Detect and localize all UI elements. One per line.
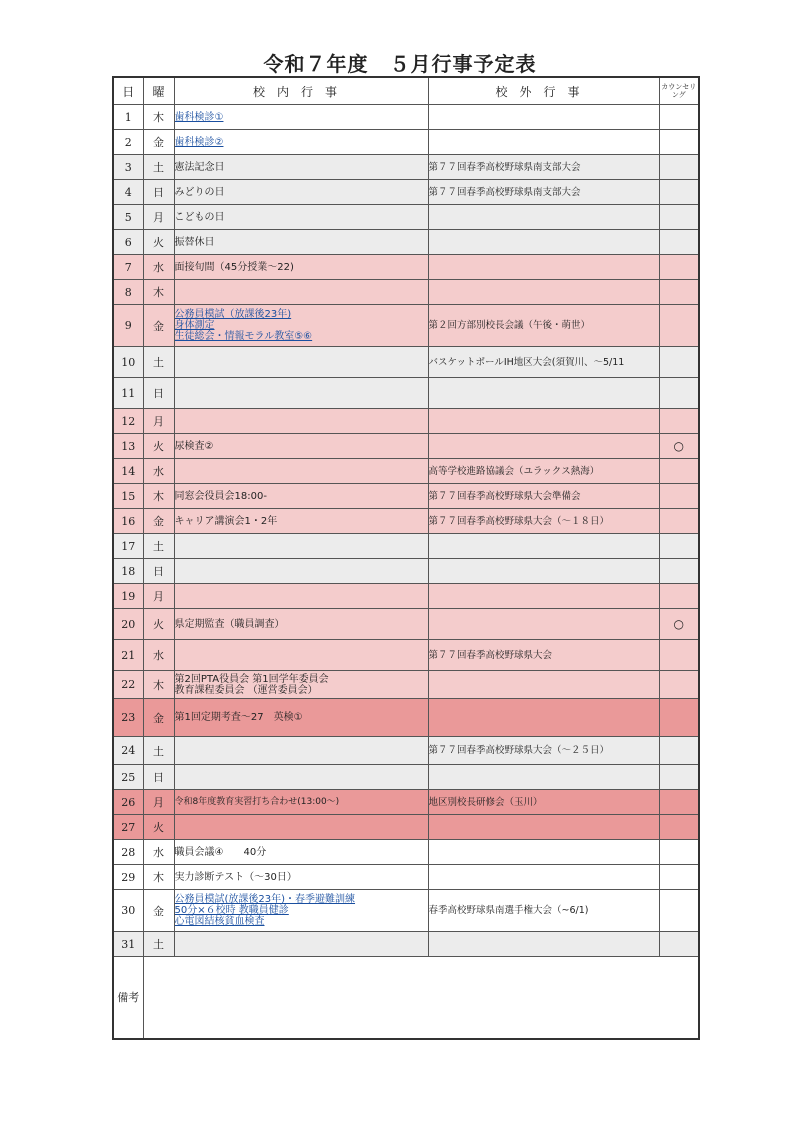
counseling-mark [659, 932, 699, 957]
external-event: 第７７回春季高校野球県大会（～２５日） [428, 737, 659, 765]
external-event [428, 409, 659, 434]
external-event [428, 205, 659, 230]
schedule-row [113, 205, 699, 230]
internal-events-cell [174, 932, 428, 957]
schedule-row [113, 130, 699, 155]
external-event [428, 534, 659, 559]
day-of-week: 水 [143, 640, 174, 671]
counseling-mark: ○ [659, 609, 699, 640]
internal-events-cell [174, 459, 428, 484]
day-of-week: 火 [143, 230, 174, 255]
external-event [428, 865, 659, 890]
day-of-week: 火 [143, 609, 174, 640]
counseling-mark [659, 459, 699, 484]
internal-events-cell [174, 534, 428, 559]
day-number: 21 [113, 640, 143, 671]
internal-event: 面接旬間（45分授業～22) [174, 261, 294, 273]
counseling-mark [659, 640, 699, 671]
internal-events-cell [174, 559, 428, 584]
schedule-row [113, 459, 699, 484]
day-number: 1 [113, 105, 143, 130]
counseling-mark [659, 699, 699, 737]
internal-events-cell [174, 815, 428, 840]
counseling-mark [659, 484, 699, 509]
day-number: 19 [113, 584, 143, 609]
day-number: 16 [113, 509, 143, 534]
day-of-week: 月 [143, 790, 174, 815]
internal-event: 教育課程委員会 （運営委員会） [174, 684, 318, 696]
internal-event: こどもの日 [174, 211, 225, 223]
day-number: 31 [113, 932, 143, 957]
counseling-mark [659, 205, 699, 230]
external-event [428, 559, 659, 584]
day-of-week: 木 [143, 484, 174, 509]
schedule-row [113, 180, 699, 205]
internal-events-cell [174, 378, 428, 409]
day-number: 29 [113, 865, 143, 890]
schedule-row [113, 409, 699, 434]
external-event: 高等学校進路協議会（ユラックス熱海） [428, 459, 659, 484]
external-event: 第７７回春季高校野球県大会準備会 [428, 484, 659, 509]
internal-event: キャリア講演会1・2年 [174, 515, 278, 527]
day-of-week: 水 [143, 255, 174, 280]
day-of-week: 土 [143, 155, 174, 180]
schedule-row [113, 671, 699, 699]
day-number: 14 [113, 459, 143, 484]
external-event [428, 434, 659, 459]
page-title: 令和７年度 ５月行事予定表 [263, 52, 537, 76]
schedule-row [113, 865, 699, 890]
internal-event: 実力診断テスト（～30日） [174, 871, 297, 883]
day-number: 5 [113, 205, 143, 230]
internal-event-link[interactable]: 心電図結核貧血検査 [174, 916, 265, 927]
day-of-week: 水 [143, 459, 174, 484]
day-number: 17 [113, 534, 143, 559]
counseling-mark [659, 765, 699, 790]
counseling-mark [659, 347, 699, 378]
counseling-mark [659, 671, 699, 699]
day-of-week: 金 [143, 890, 174, 932]
remarks-content [143, 957, 699, 1039]
internal-events-cell [174, 865, 428, 890]
internal-events-cell [174, 484, 428, 509]
external-event: バスケットボールIH地区大会(須賀川、～5/11 [428, 347, 659, 378]
schedule-row [113, 155, 699, 180]
day-of-week: 土 [143, 737, 174, 765]
day-number: 15 [113, 484, 143, 509]
internal-events-cell [174, 180, 428, 205]
day-number: 7 [113, 255, 143, 280]
external-event [428, 609, 659, 640]
schedule-row [113, 378, 699, 409]
day-number: 10 [113, 347, 143, 378]
internal-events-cell [174, 155, 428, 180]
counseling-mark [659, 865, 699, 890]
schedule-row [113, 559, 699, 584]
counseling-mark [659, 815, 699, 840]
external-event: 第７７回春季高校野球県南支部大会 [428, 155, 659, 180]
external-event [428, 230, 659, 255]
external-event [428, 671, 659, 699]
day-of-week: 日 [143, 180, 174, 205]
schedule-row [113, 509, 699, 534]
day-number: 11 [113, 378, 143, 409]
internal-event-link[interactable]: 身体測定 [174, 320, 215, 331]
internal-event-link[interactable]: 公務員模試（放課後23年) [174, 309, 292, 320]
counseling-mark [659, 378, 699, 409]
counseling-mark [659, 509, 699, 534]
internal-event: 職員会議④ 40分 [174, 846, 267, 858]
external-event: 第７７回春季高校野球県南支部大会 [428, 180, 659, 205]
schedule-row [113, 765, 699, 790]
external-event [428, 255, 659, 280]
internal-events-cell [174, 509, 428, 534]
internal-event: 同窓会役員会18:00- [174, 490, 267, 502]
day-number: 12 [113, 409, 143, 434]
remarks-row [113, 957, 699, 1039]
schedule-row [113, 434, 699, 459]
schedule-row [113, 484, 699, 509]
schedule-row [113, 840, 699, 865]
counseling-mark [659, 255, 699, 280]
internal-events-cell [174, 230, 428, 255]
counseling-mark: ○ [659, 434, 699, 459]
schedule-row [113, 640, 699, 671]
day-number: 2 [113, 130, 143, 155]
counseling-mark [659, 890, 699, 932]
internal-event: 振替休日 [174, 236, 215, 248]
schedule-row [113, 737, 699, 765]
counseling-mark [659, 105, 699, 130]
internal-event: みどりの日 [174, 186, 225, 198]
external-event [428, 840, 659, 865]
counseling-mark [659, 230, 699, 255]
day-number: 6 [113, 230, 143, 255]
internal-events-cell [174, 699, 428, 737]
internal-event-link[interactable]: 歯科検診① [174, 111, 224, 123]
day-of-week: 土 [143, 347, 174, 378]
header-row [113, 77, 699, 105]
day-number: 23 [113, 699, 143, 737]
schedule-row [113, 305, 699, 347]
external-event: 地区別校長研修会（玉川） [428, 790, 659, 815]
day-number: 8 [113, 280, 143, 305]
day-of-week: 金 [143, 509, 174, 534]
internal-events-cell [174, 737, 428, 765]
header-day: 日 [113, 77, 143, 105]
day-of-week: 月 [143, 205, 174, 230]
day-number: 9 [113, 305, 143, 347]
remarks-label: 備考 [113, 957, 143, 1039]
schedule-row [113, 347, 699, 378]
day-number: 13 [113, 434, 143, 459]
day-of-week: 木 [143, 105, 174, 130]
internal-event-link[interactable]: 歯科検診② [174, 136, 224, 148]
day-of-week: 月 [143, 584, 174, 609]
day-number: 18 [113, 559, 143, 584]
day-of-week: 日 [143, 559, 174, 584]
schedule-row [113, 815, 699, 840]
counseling-mark [659, 409, 699, 434]
internal-events-cell [174, 790, 428, 815]
external-event: 第２回方部別校長会議（午後・萌世） [428, 305, 659, 347]
header-dow: 曜 [143, 77, 174, 105]
counseling-mark [659, 130, 699, 155]
header-external-events: 校外行事 [428, 77, 659, 105]
day-of-week: 木 [143, 671, 174, 699]
external-event [428, 105, 659, 130]
internal-event: 県定期監査（職員調査） [174, 618, 285, 630]
internal-event-link[interactable]: 50分×６校時 教職員健診 [174, 905, 289, 916]
schedule-row [113, 255, 699, 280]
counseling-mark [659, 790, 699, 815]
day-of-week: 金 [143, 699, 174, 737]
internal-event: 第1回定期考査～27 英検① [174, 712, 303, 723]
schedule-row [113, 932, 699, 957]
day-of-week: 金 [143, 130, 174, 155]
internal-events-cell [174, 671, 428, 699]
internal-events-cell [174, 305, 428, 347]
day-number: 28 [113, 840, 143, 865]
internal-events-cell [174, 255, 428, 280]
day-of-week: 土 [143, 534, 174, 559]
internal-event: 令和8年度教育実習打ち合わせ(13:00～) [174, 796, 340, 807]
internal-events-cell [174, 434, 428, 459]
day-of-week: 金 [143, 305, 174, 347]
internal-events-cell [174, 105, 428, 130]
day-of-week: 火 [143, 434, 174, 459]
day-number: 30 [113, 890, 143, 932]
internal-events-cell [174, 890, 428, 932]
schedule-row [113, 534, 699, 559]
day-of-week: 水 [143, 840, 174, 865]
external-event [428, 584, 659, 609]
day-number: 24 [113, 737, 143, 765]
internal-events-cell [174, 205, 428, 230]
schedule-row [113, 790, 699, 815]
external-event: 第７７回春季高校野球県大会 [428, 640, 659, 671]
external-event [428, 765, 659, 790]
day-of-week: 木 [143, 865, 174, 890]
schedule-row [113, 105, 699, 130]
internal-events-cell [174, 280, 428, 305]
counseling-mark [659, 280, 699, 305]
counseling-mark [659, 155, 699, 180]
external-event [428, 699, 659, 737]
day-of-week: 木 [143, 280, 174, 305]
day-number: 4 [113, 180, 143, 205]
internal-event: 尿検査② [174, 440, 214, 452]
internal-events-cell [174, 584, 428, 609]
schedule-row [113, 280, 699, 305]
day-of-week: 火 [143, 815, 174, 840]
external-event [428, 130, 659, 155]
internal-events-cell [174, 409, 428, 434]
counseling-mark [659, 584, 699, 609]
schedule-row [113, 890, 699, 932]
internal-events-cell [174, 130, 428, 155]
day-number: 3 [113, 155, 143, 180]
external-event: 春季高校野球県南選手権大会（~6/1) [428, 890, 659, 932]
day-number: 25 [113, 765, 143, 790]
internal-event: 第2回PTA役員会 第1回学年委員会 [174, 673, 329, 685]
counseling-mark [659, 305, 699, 347]
counseling-mark [659, 840, 699, 865]
schedule-row [113, 584, 699, 609]
day-number: 26 [113, 790, 143, 815]
day-number: 22 [113, 671, 143, 699]
external-event [428, 280, 659, 305]
day-number: 27 [113, 815, 143, 840]
internal-event-link[interactable]: 生徒総会・情報モラル教室⑤⑥ [174, 331, 313, 342]
external-event: 第７７回春季高校野球県大会（～１８日） [428, 509, 659, 534]
day-of-week: 日 [143, 378, 174, 409]
header-internal-events: 校内行事 [174, 77, 428, 105]
internal-events-cell [174, 640, 428, 671]
internal-events-cell [174, 840, 428, 865]
schedule-row [113, 230, 699, 255]
schedule-row [113, 609, 699, 640]
counseling-mark [659, 737, 699, 765]
header-counseling: カウンセリング [659, 77, 699, 105]
counseling-mark [659, 534, 699, 559]
external-event [428, 378, 659, 409]
internal-event: 憲法記念日 [174, 161, 225, 173]
day-number: 20 [113, 609, 143, 640]
day-of-week: 月 [143, 409, 174, 434]
counseling-mark [659, 180, 699, 205]
day-of-week: 土 [143, 932, 174, 957]
external-event [428, 932, 659, 957]
counseling-mark [659, 559, 699, 584]
schedule-table [112, 76, 700, 1040]
schedule-row [113, 699, 699, 737]
internal-events-cell [174, 347, 428, 378]
internal-event-link[interactable]: 公務員模試(放課後23年)・春季避難訓練 [174, 894, 356, 905]
external-event [428, 815, 659, 840]
internal-events-cell [174, 609, 428, 640]
internal-events-cell [174, 765, 428, 790]
day-of-week: 日 [143, 765, 174, 790]
